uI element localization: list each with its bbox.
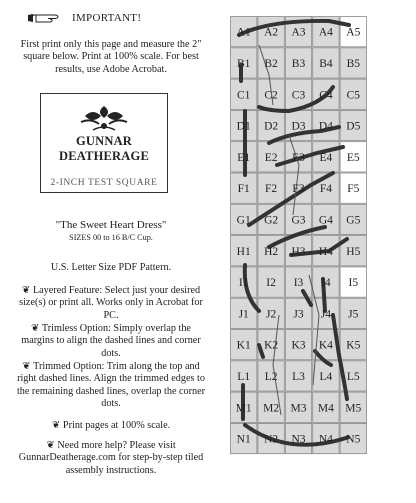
tile-label-d5: D5	[346, 120, 361, 133]
tile-label-g3: G3	[291, 214, 306, 227]
tile-label-l5: L5	[346, 370, 360, 383]
tile-label-j3: J3	[293, 308, 304, 321]
tile-label-i3: I3	[293, 277, 304, 290]
tile-label-b5: B5	[346, 57, 361, 70]
tile-label-f2: F2	[265, 183, 278, 196]
tile-label-c4: C4	[319, 89, 333, 102]
tile-label-c1: C1	[236, 89, 251, 102]
tile-label-g4: G4	[318, 214, 333, 227]
tile-label-b1: B1	[236, 57, 251, 70]
tile-label-k2: K2	[264, 339, 279, 352]
tile-label-k5: K5	[346, 339, 361, 352]
intro-text: First print only this page and measure the 2" square below. Print at 100% scale. For best results, use Adobe Acrobat.	[20, 39, 202, 75]
brand-logo: GUNNAR DEATHERAGE	[59, 134, 149, 163]
feature-letter-size: U.S. Letter Size PDF Pattern.	[50, 262, 172, 273]
tile-label-k3: K3	[291, 339, 306, 352]
tile-label-j4: J4	[320, 308, 332, 321]
tile-label-g2: G2	[264, 214, 279, 227]
tile-label-l1: L1	[237, 370, 251, 383]
tile-label-j5: J5	[348, 308, 359, 321]
feature-trimless: ❦ Trimless Option: Simply overlap the margins to align the dashed lines and corner dots.	[21, 323, 201, 359]
important-header	[26, 10, 186, 28]
tile-label-c2: C2	[264, 89, 278, 102]
tile-label-n4: N4	[318, 433, 333, 446]
tile-label-k4: K4	[318, 339, 333, 352]
feature-layered: ❦ Layered Feature: Select just your desired size(s) or print all. Works only in Acrobat for PC.	[19, 285, 203, 321]
tile-label-j2: J2	[265, 308, 277, 321]
important-title: IMPORTANT!	[72, 12, 142, 24]
tile-label-e4: E4	[319, 151, 333, 164]
tile-label-e2: E2	[264, 151, 278, 164]
test-square-label: 2-INCH TEST SQUARE	[50, 178, 158, 188]
tile-label-f1: F1	[237, 183, 250, 196]
feature-help: ❦ Need more help? Please visit GunnarDeatherage.com for step-by-step tiled assembly instructions.	[18, 440, 204, 476]
tile-label-l4: L4	[319, 370, 333, 383]
tile-label-h4: H4	[318, 245, 333, 258]
tile-label-h1: H1	[236, 245, 251, 258]
tile-label-h3: H3	[291, 245, 306, 258]
tile-label-a3: A3	[291, 26, 306, 39]
tile-label-n1: N1	[236, 433, 251, 446]
tile-label-l2: L2	[264, 370, 278, 383]
tile-label-g5: G5	[346, 214, 361, 227]
tile-label-f5: F5	[347, 183, 360, 196]
tile-label-f4: F4	[319, 183, 332, 196]
tile-label-f3: F3	[292, 183, 305, 196]
tile-label-a1: A1	[236, 26, 251, 39]
tile-label-i2: I2	[266, 277, 276, 290]
tile-label-k1: K1	[236, 339, 251, 352]
ornament-icon	[79, 104, 129, 134]
tile-label-i4: I4	[321, 277, 331, 290]
tile-label-g1: G1	[236, 214, 251, 227]
tile-label-e1: E1	[237, 151, 251, 164]
test-square	[40, 93, 168, 193]
tile-label-c5: C5	[346, 89, 361, 102]
tile-label-e5: E5	[346, 151, 360, 164]
tile-label-m4: M4	[317, 402, 334, 415]
tile-label-a4: A4	[318, 26, 333, 39]
tile-label-d3: D3	[291, 120, 306, 133]
tile-label-m1: M1	[235, 402, 252, 415]
tile-label-i1: I1	[238, 277, 249, 290]
pattern-title: "The Sweet Heart Dress"	[55, 219, 167, 231]
tile-label-d2: D2	[264, 120, 279, 133]
tile-label-n5: N5	[346, 433, 361, 446]
tile-label-i5: I5	[348, 277, 359, 290]
tile-label-d1: D1	[236, 120, 251, 133]
tile-label-b3: B3	[291, 57, 306, 70]
tile-label-n2: N2	[264, 433, 279, 446]
tile-label-c3: C3	[291, 89, 306, 102]
tile-label-m2: M2	[263, 402, 280, 415]
pattern-sizes: SIZES 00 to 16 B/C Cup.	[69, 233, 153, 242]
tile-label-a2: A2	[264, 26, 279, 39]
feature-print-scale: ❦ Print pages at 100% scale.	[51, 420, 171, 431]
tile-label-m3: M3	[290, 402, 307, 415]
feature-trimmed: ❦ Trimmed Option: Trim along the top and right dashed lines. Align the trimmed edges to the remaining dashed lines, overlap the corner dots.	[16, 361, 206, 410]
tile-assembly-grid	[229, 15, 367, 467]
tile-label-b4: B4	[319, 57, 333, 70]
tile-label-h5: H5	[346, 245, 361, 258]
tile-label-b2: B2	[264, 57, 278, 70]
tile-label-m5: M5	[345, 402, 362, 415]
tile-label-a5: A5	[346, 26, 361, 39]
tile-label-e3: E3	[292, 151, 305, 164]
tile-label-d4: D4	[318, 120, 333, 133]
tile-label-n3: N3	[291, 433, 306, 446]
tile-label-h2: H2	[264, 245, 279, 258]
pointing-hand-icon	[26, 11, 66, 25]
tile-label-j1: J1	[238, 308, 249, 321]
tile-label-l3: L3	[292, 370, 305, 383]
